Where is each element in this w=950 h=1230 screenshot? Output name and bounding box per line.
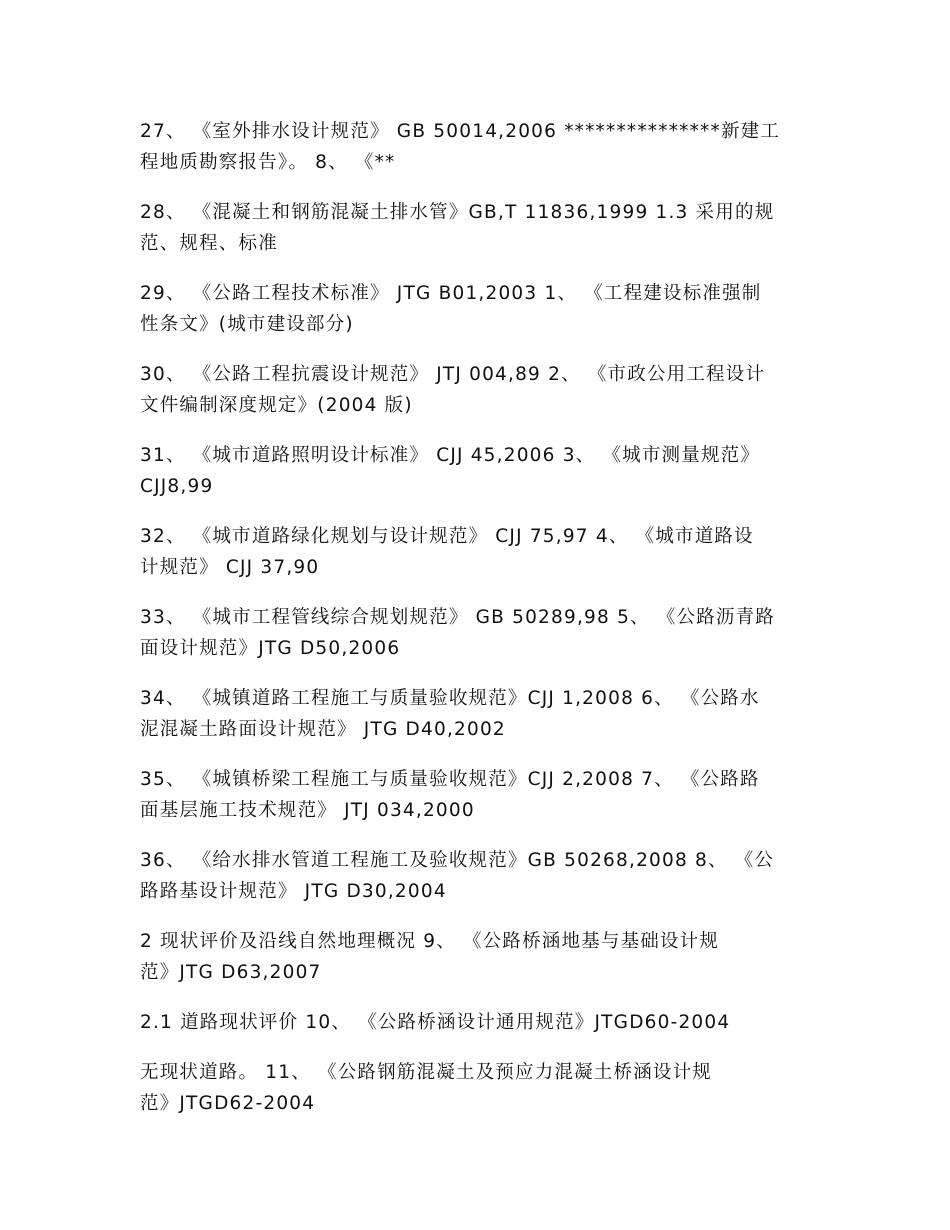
text-line: 29、 《公路工程技术标准》 JTG B01,2003 1、 《工程建设标准强制 [140, 283, 762, 304]
text-line: 30、 《公路工程抗震设计规范》 JTJ 004,89 2、 《市政公用工程设计 [140, 364, 766, 385]
paragraph-28 [140, 197, 812, 259]
text-line: 36、 《给水排水管道工程施工及验收规范》GB 50268,2008 8、 《公 [140, 850, 775, 871]
text-line: 27、 《室外排水设计规范》 GB 50014,2006 ***************新建工 [140, 121, 781, 142]
text-line: 路路基设计规范》 JTG D30,2004 [140, 881, 447, 902]
text-line: 35、 《城镇桥梁工程施工与质量验收规范》CJJ 2,2008 7、 《公路路 [140, 769, 760, 790]
text-line: 无现状道路。 11、 《公路钢筋混凝土及预应力混凝土桥涵设计规 [140, 1062, 713, 1083]
text-line: 2.1 道路现状评价 10、 《公路桥涵设计通用规范》JTGD60-2004 [140, 1012, 731, 1033]
text-line: CJJ8,99 [140, 476, 214, 497]
text-line: 2 现状评价及沿线自然地理概况 9、 《公路桥涵地基与基础设计规 [140, 931, 720, 952]
text-line: 32、 《城市道路绿化规划与设计规范》 CJJ 75,97 4、 《城市道路设 [140, 526, 754, 547]
text-line: 范》JTG D63,2007 [140, 962, 322, 983]
text-line: 范》JTGD62-2004 [140, 1093, 316, 1114]
paragraph-section-2 [140, 926, 812, 988]
paragraph-no-existing-road [140, 1057, 812, 1119]
paragraph-32 [140, 521, 812, 583]
text-line: 34、 《城镇道路工程施工与质量验收规范》CJJ 1,2008 6、 《公路水 [140, 688, 760, 709]
text-line: 文件编制深度规定》(2004 版) [140, 395, 413, 416]
paragraph-section-2-1 [140, 1007, 812, 1038]
paragraph-31 [140, 440, 812, 502]
paragraph-30 [140, 359, 812, 421]
text-line: 性条文》(城市建设部分) [140, 314, 354, 335]
paragraph-35 [140, 764, 812, 826]
text-line: 程地质勘察报告》。 8、 《** [140, 152, 396, 173]
text-line: 范、规程、标准 [140, 233, 278, 254]
paragraph-34 [140, 683, 812, 745]
document-body [140, 116, 812, 1138]
paragraph-33 [140, 602, 812, 664]
text-line: 28、 《混凝土和钢筋混凝土排水管》GB,T 11836,1999 1.3 采用的规 [140, 202, 775, 223]
text-line: 31、 《城市道路照明设计标准》 CJJ 45,2006 3、 《城市测量规范》 [140, 445, 761, 466]
paragraph-27 [140, 116, 812, 178]
paragraph-36 [140, 845, 812, 907]
text-line: 面基层施工技术规范》 JTJ 034,2000 [140, 800, 475, 821]
text-line: 33、 《城市工程管线综合规划规范》 GB 50289,98 5、 《公路沥青路 [140, 607, 776, 628]
paragraph-29 [140, 278, 812, 340]
text-line: 计规范》 CJJ 37,90 [140, 557, 320, 578]
text-line: 面设计规范》JTG D50,2006 [140, 638, 401, 659]
text-line: 泥混凝土路面设计规范》 JTG D40,2002 [140, 719, 506, 740]
